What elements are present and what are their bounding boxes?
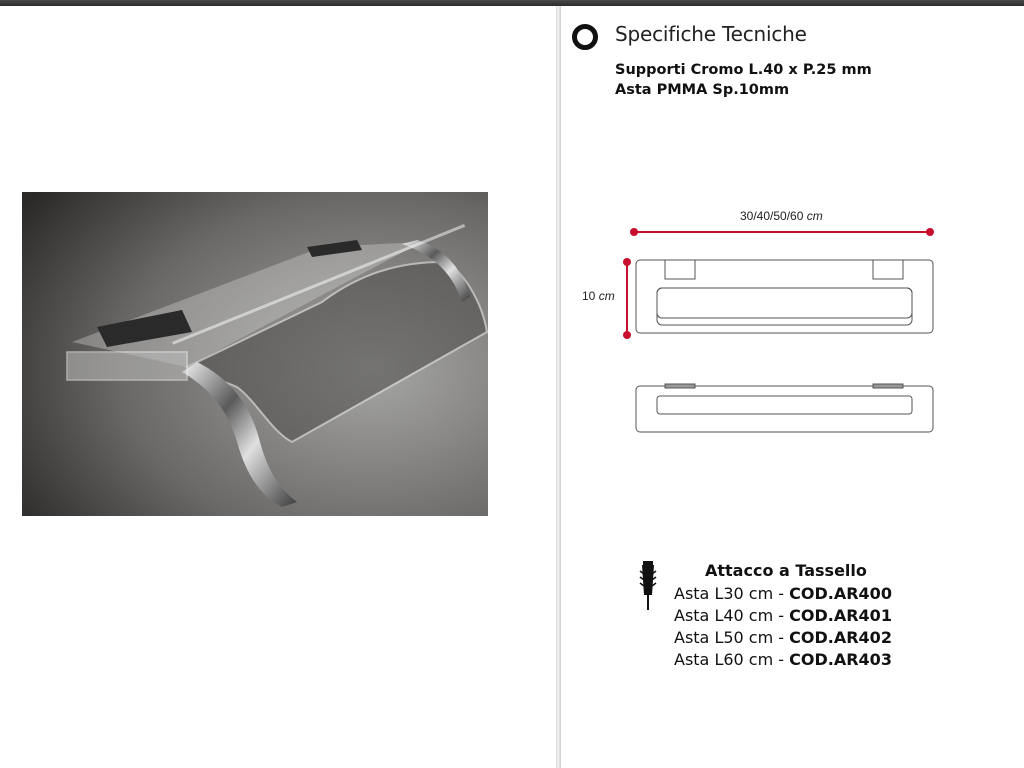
height-dimension-dot	[623, 331, 631, 339]
page-divider	[556, 6, 561, 768]
product-code: COD.AR400	[789, 584, 892, 603]
list-item: Asta L40 cm - COD.AR401	[674, 606, 892, 625]
list-item: Asta L60 cm - COD.AR403	[674, 650, 892, 669]
product-photo	[22, 192, 488, 516]
wall-plug-icon	[636, 561, 660, 611]
height-dimension-dot	[623, 258, 631, 266]
list-item: Asta L30 cm - COD.AR400	[674, 584, 892, 603]
list-item: Asta L50 cm - COD.AR402	[674, 628, 892, 647]
product-code: COD.AR402	[789, 628, 892, 647]
product-code-list	[674, 583, 892, 671]
technical-drawing	[570, 200, 970, 450]
top-bar	[0, 0, 1024, 6]
spec-supports: Supporti Cromo L.40 x P.25 mm	[615, 62, 872, 78]
attachment-title: Attacco a Tassello	[705, 561, 867, 580]
width-dimension-dot	[926, 228, 934, 236]
width-dimension-dot	[630, 228, 638, 236]
product-code: COD.AR403	[789, 650, 892, 669]
front-view	[636, 260, 933, 333]
spec-rod: Asta PMMA Sp.10mm	[615, 82, 790, 98]
section-title: Specifiche Tecniche	[615, 22, 807, 46]
width-dimension-label: 30/40/50/60 cm	[740, 209, 823, 223]
height-dimension-label: 10 cm	[582, 289, 615, 303]
section-bullet-icon	[572, 24, 598, 50]
product-code: COD.AR401	[789, 606, 892, 625]
top-view	[636, 384, 933, 432]
